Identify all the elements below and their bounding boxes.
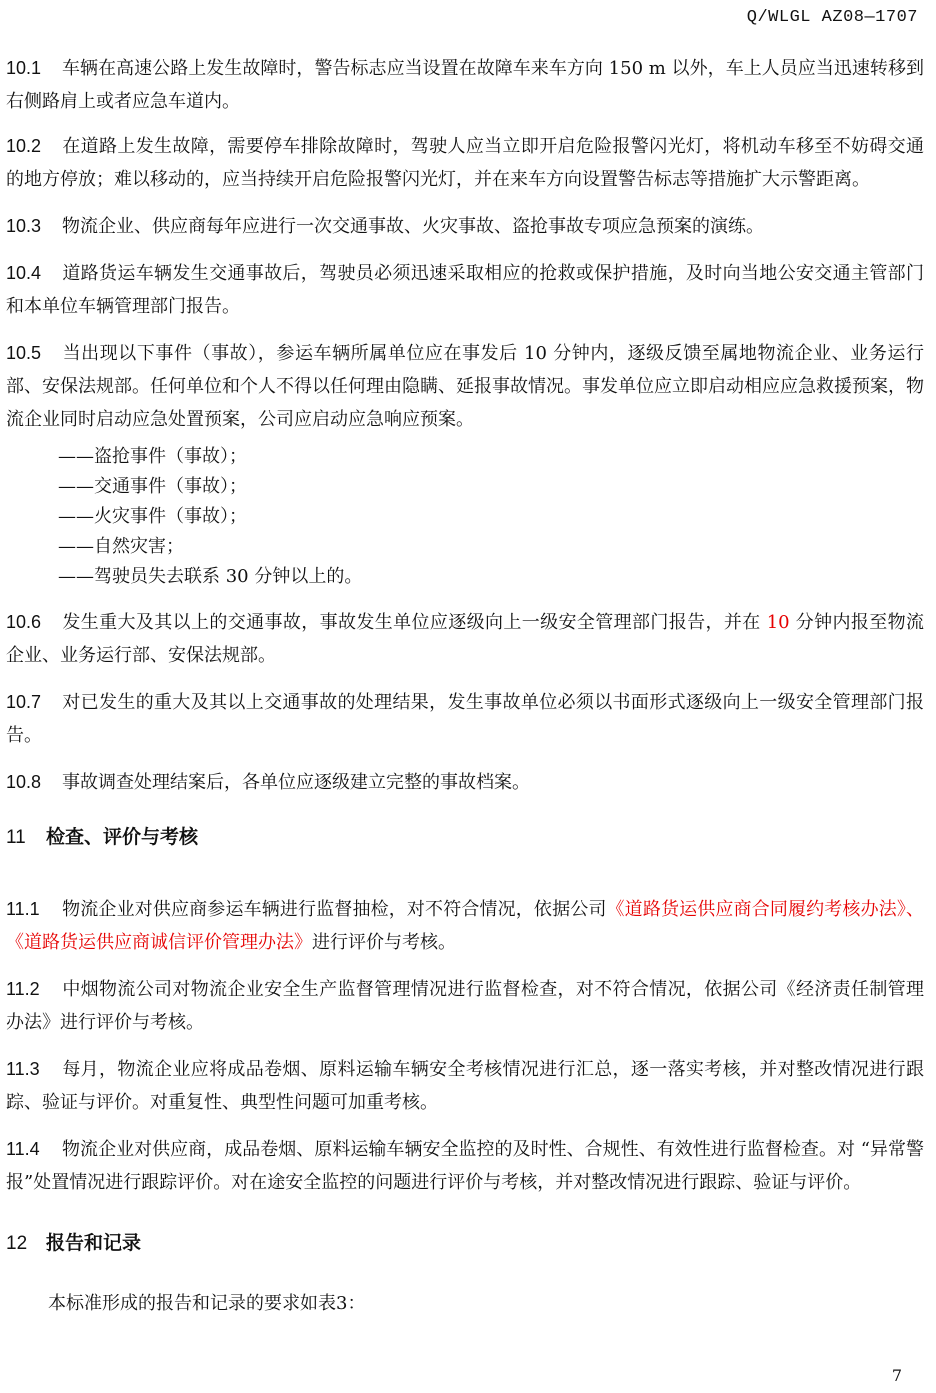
clause-text: 中烟物流公司对物流企业安全生产监督管理情况进行监督检查，对不符合情况，依据公司《经济责任制管理办法》进行评价与考核。 [6,979,924,1033]
clause-text: 车辆在高速公路上发生故障时，警告标志应当设置在故障车来车方向 150 m 以外，车上人员应当迅速转移到右侧路肩上或者应急车道内。 [6,58,924,112]
clause-10-4 [6,257,924,323]
clause-number: 11.2 [6,979,40,999]
clause-number: 10.1 [6,58,42,78]
clause-text: 分钟内报至物流企业、业务运行部、安保法规部。 [6,612,924,666]
clause-10-7 [6,686,924,752]
highlighted-reference: 《道路货运供应商合同履约考核办法》、《道路货运供应商诚信评价管理办法》 [6,899,925,953]
clause-text: 在道路上发生故障，需要停车排除故障时，驾驶人应当立即开启危险报警闪光灯，将机动车移至不妨碍交通的地方停放；难以移动的，应当持续开启危险报警闪光灯，并在来车方向设置警告标志等措施扩大示警距离。 [6,136,924,190]
clause-number: 11.4 [6,1139,40,1159]
clause-number: 11.1 [6,899,40,919]
list-item: ——自然灾害； [58,536,184,557]
clause-text: 当出现以下事件（事故），参运车辆所属单位应在事发后 10 分钟内，逐级反馈至属地物流企业、业务运行部、安保法规部。任何单位和个人不得以任何理由隐瞒、延报事故情况。事发单位应立即启动相应应急救援预案，物流企业同时启动应急处置预案，公司应启动应急响应预案。 [6,343,924,430]
clause-number: 10.8 [6,772,42,792]
clause-10-1 [6,52,924,118]
document-code-header: Q/WLGL AZ08—1707 [746,8,918,27]
list-item: ——火灾事件（事故）； [58,506,247,527]
section-12-intro: 本标准形成的报告和记录的要求如表3： [48,1293,366,1314]
document-body [6,52,924,1319]
section-heading-12 [6,1229,924,1259]
highlighted-text: 10 [766,612,790,633]
clause-text: 事故调查处理结案后，各单位应逐级建立完整的事故档案。 [62,772,530,793]
section-title: 检查、评价与考核 [46,827,199,848]
clause-11-2 [6,973,924,1039]
event-list [58,442,924,592]
clause-11-4 [6,1133,924,1199]
clause-text: 进行评价与考核。 [312,932,456,953]
clause-number: 10.2 [6,136,42,156]
clause-text: 对已发生的重大及其以上交通事故的处理结果，发生事故单位必须以书面形式逐级向上一级安全管理部门报告。 [6,692,924,746]
clause-11-1 [6,893,924,959]
section-number: 12 [6,1233,28,1254]
clause-text: 物流企业对供应商参运车辆进行监督抽检，对不符合情况，依据公司 [62,899,607,920]
clause-text: 每月，物流企业应将成品卷烟、原料运输车辆安全考核情况进行汇总，逐一落实考核，并对整改情况进行跟踪、验证与评价。对重复性、典型性问题可加重考核。 [6,1059,924,1113]
section-number: 11 [6,827,26,848]
clause-number: 10.3 [6,216,42,236]
clause-text: 物流企业对供应商，成品卷烟、原料运输车辆安全监控的及时性、合规性、有效性进行监督检查。对 “异常警报”处置情况进行跟踪评价。对在途安全监控的问题进行评价与考核，并对整改情况进行跟踪、验证与评价。 [6,1139,924,1193]
clause-number: 10.6 [6,612,42,632]
clause-text: 物流企业、供应商每年应进行一次交通事故、火灾事故、盗抢事故专项应急预案的演练。 [62,216,764,237]
clause-number: 10.4 [6,263,42,283]
clause-10-8 [6,766,924,799]
list-item: ——驾驶员失去联系 30 分钟以上的。 [58,566,363,587]
list-item: ——盗抢事件（事故）； [58,446,247,467]
page-number: 7 [891,1366,902,1385]
clause-10-6 [6,606,924,672]
clause-10-5 [6,337,924,436]
clause-10-2 [6,130,924,196]
section-title: 报告和记录 [46,1233,142,1254]
clause-number: 10.7 [6,692,42,712]
list-item: ——交通事件（事故）； [58,476,247,497]
clause-10-3 [6,210,924,243]
clause-text: 道路货运车辆发生交通事故后，驾驶员必须迅速采取相应的抢救或保护措施，及时向当地公安交通主管部门和本单位车辆管理部门报告。 [6,263,924,317]
clause-11-3 [6,1053,924,1119]
section-heading-11 [6,823,924,853]
clause-text: 发生重大及其以上的交通事故，事故发生单位应逐级向上一级安全管理部门报告，并在 [62,612,767,633]
clause-number: 11.3 [6,1059,40,1079]
clause-number: 10.5 [6,343,42,363]
